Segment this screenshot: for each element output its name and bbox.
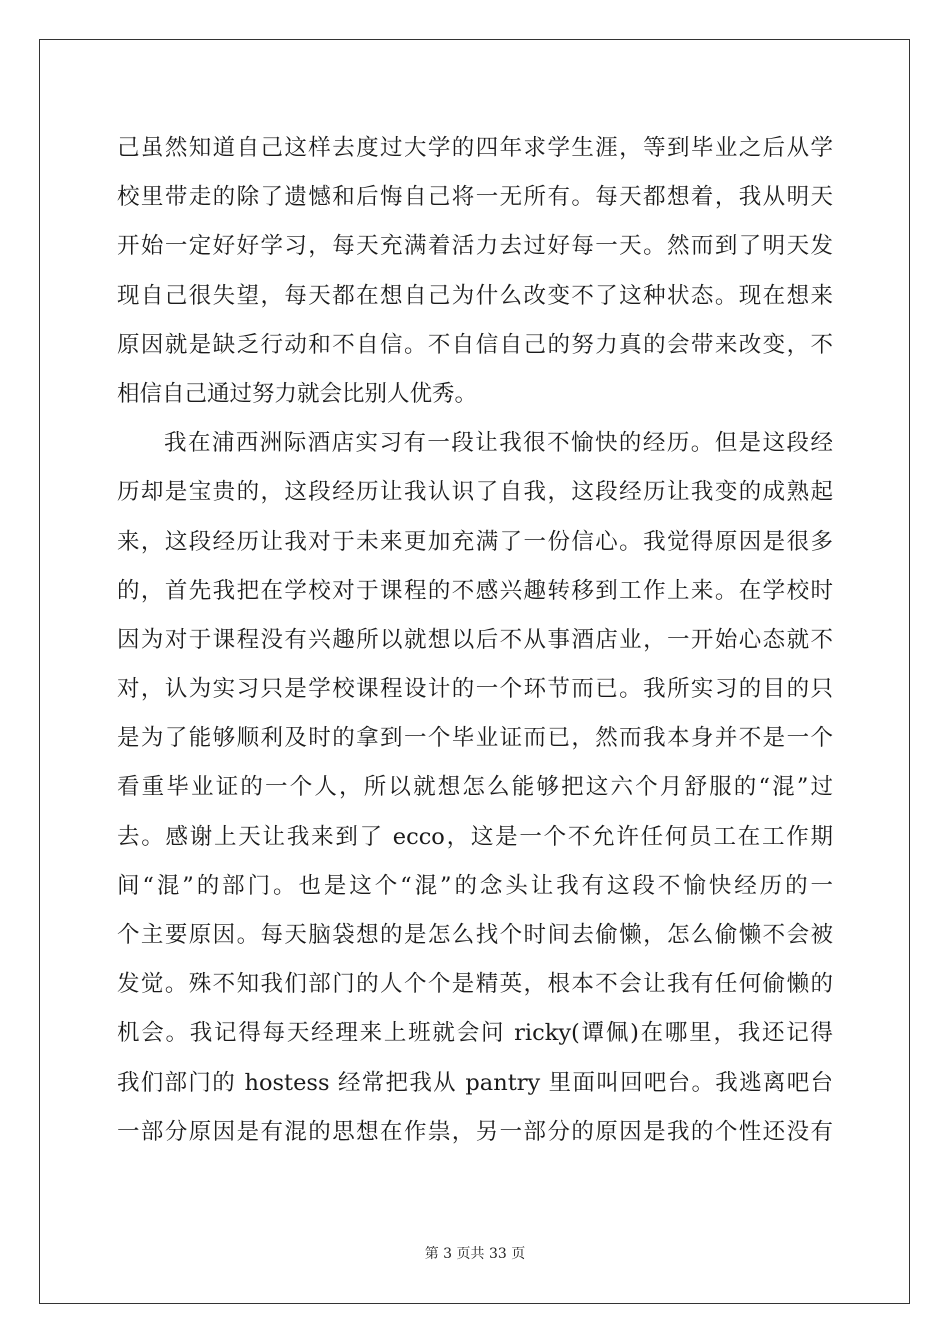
text-line: 个主要原因。每天脑袋想的是怎么找个时间去偷懒，怎么偷懒不会被 [117, 922, 833, 948]
text-line: 的，首先我把在学校对于课程的不感兴趣转移到工作上来。在学校时 [117, 577, 833, 604]
paragraph [117, 419, 833, 1157]
text-line: 去。感谢上天让我来到了 ecco，这是一个不允许任何员工在工作期 [117, 823, 833, 850]
text-line: 来，这段经历让我对于未来更加充满了一份信心。我觉得原因是很多 [117, 528, 833, 555]
text-line: 历却是宝贵的，这段经历让我认识了自我，这段经历让我变的成熟起 [117, 479, 833, 506]
document-body [117, 124, 833, 1157]
text-line: 原因就是缺乏行动和不自信。不自信自己的努力真的会带来改变，不 [117, 331, 833, 358]
paragraph [117, 124, 833, 419]
text-line: 一部分原因是有混的思想在作祟，另一部分的原因是我的个性还没有 [117, 1118, 833, 1145]
text-line: 发觉。殊不知我们部门的人个个是精英，根本不会让我有任何偷懒的 [117, 971, 833, 998]
text-line: 开始一定好好学习，每天充满着活力去过好每一天。然而到了明天发 [117, 233, 833, 260]
page-footer [0, 1244, 950, 1264]
text-line: 因为对于课程没有兴趣所以就想以后不从事酒店业，一开始心态就不 [117, 626, 833, 653]
page-total: 共 33 页 [470, 1246, 526, 1262]
text-line: 校里带走的除了遗憾和后悔自己将一无所有。每天都想着，我从明天 [117, 184, 833, 211]
text-line: 对，认为实习只是学校课程设计的一个环节而已。我所实习的目的只 [117, 676, 833, 703]
text-line: 相信自己通过努力就会比别人优秀。 [117, 380, 478, 407]
text-line: 是为了能够顺利及时的拿到一个毕业证而已，然而我本身并不是一个 [117, 725, 833, 752]
text-line: 我们部门的 hostess 经常把我从 pantry 里面叫回吧台。我逃离吧台 [117, 1069, 833, 1096]
page-number: 第 3 页 [424, 1246, 471, 1262]
text-line: 看重毕业证的一个人，所以就想怎么能够把这六个月舒服的“混”过 [117, 774, 833, 801]
text-line: 间“混”的部门。也是这个“混”的念头让我有这段不愉快经历的一 [117, 872, 833, 899]
text-line: 机会。我记得每天经理来上班就会问 ricky(谭佩)在哪里，我还记得 [117, 1020, 833, 1047]
text-line: 己虽然知道自己这样去度过大学的四年求学生涯，等到毕业之后从学 [117, 135, 833, 161]
text-line: 现自己很失望，每天都在想自己为什么改变不了这种状态。现在想来 [117, 282, 833, 309]
text-line: 我在浦西洲际酒店实习有一段让我很不愉快的经历。但是这段经 [164, 430, 833, 457]
